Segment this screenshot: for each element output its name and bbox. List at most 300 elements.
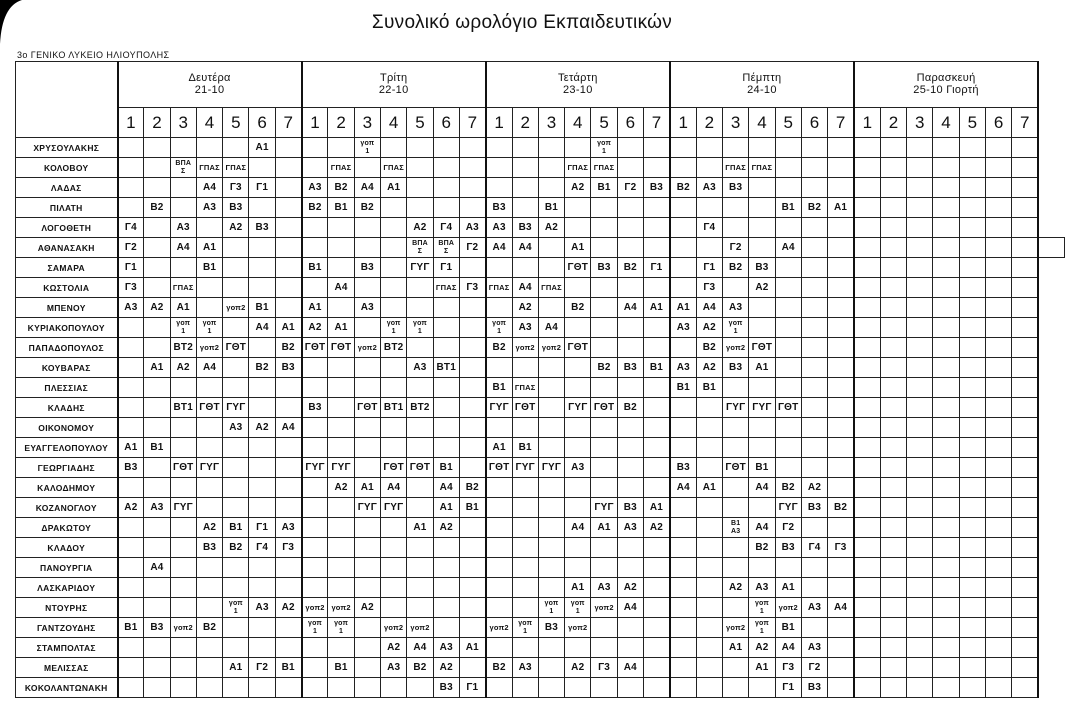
schedule-cell: [170, 198, 196, 218]
schedule-cell: [644, 138, 670, 158]
schedule-cell: [459, 158, 485, 178]
schedule-cell: Β1: [249, 298, 275, 318]
period-header: 6: [801, 108, 827, 138]
schedule-cell: [828, 218, 854, 238]
schedule-cell: [801, 458, 827, 478]
schedule-cell: γοπ2: [196, 338, 222, 358]
schedule-cell: Β3: [801, 498, 827, 518]
schedule-cell: [1038, 238, 1064, 258]
schedule-cell: [775, 318, 801, 338]
schedule-cell: [486, 158, 512, 178]
schedule-cell: [249, 478, 275, 498]
schedule-cell: [828, 338, 854, 358]
schedule-cell: Α2: [538, 218, 564, 238]
schedule-cell: ΓΠΑΣ: [486, 278, 512, 298]
schedule-cell: [933, 138, 959, 158]
schedule-cell: [1012, 338, 1038, 358]
schedule-cell: [670, 158, 696, 178]
schedule-cell: [144, 538, 170, 558]
cell-text: Β1 Α3: [730, 519, 741, 535]
schedule-cell: [275, 498, 301, 518]
schedule-cell: [749, 178, 775, 198]
teacher-row: [16, 498, 1065, 518]
schedule-cell: [854, 258, 880, 278]
schedule-cell: Α4: [696, 298, 722, 318]
teacher-name: ΚΩΣΤΟΛΙΑ: [16, 278, 118, 298]
schedule-cell: [433, 558, 459, 578]
schedule-cell: [880, 338, 906, 358]
schedule-cell: [223, 498, 249, 518]
schedule-cell: [854, 298, 880, 318]
schedule-cell: [959, 558, 985, 578]
schedule-cell: Β2: [722, 258, 748, 278]
schedule-cell: [907, 438, 933, 458]
cell-text: γοπ 1: [754, 599, 769, 615]
schedule-cell: [433, 578, 459, 598]
schedule-cell: [933, 418, 959, 438]
schedule-cell: [591, 338, 617, 358]
schedule-cell: [249, 378, 275, 398]
schedule-cell: [828, 398, 854, 418]
schedule-cell: [1012, 198, 1038, 218]
schedule-cell: [1012, 658, 1038, 678]
schedule-cell: [749, 438, 775, 458]
schedule-cell: [144, 638, 170, 658]
schedule-cell: [538, 538, 564, 558]
schedule-cell: [1012, 498, 1038, 518]
schedule-cell: [985, 198, 1011, 218]
teacher-row: [16, 478, 1065, 498]
schedule-cell: [854, 478, 880, 498]
schedule-cell: [933, 298, 959, 318]
schedule-cell: [223, 438, 249, 458]
schedule-cell: [801, 298, 827, 318]
schedule-cell: [328, 438, 354, 458]
schedule-cell: Α4: [249, 318, 275, 338]
cell-text: γοπ 1: [754, 619, 769, 635]
schedule-cell: [512, 178, 538, 198]
schedule-cell: [591, 278, 617, 298]
schedule-cell: [170, 678, 196, 698]
schedule-cell: [880, 638, 906, 658]
schedule-cell: [722, 678, 748, 698]
schedule-cell: [933, 438, 959, 458]
schedule-cell: [933, 658, 959, 678]
period-header: 3: [907, 108, 933, 138]
schedule-cell: [854, 438, 880, 458]
schedule-cell: [512, 418, 538, 438]
teacher-name: ΛΟΓΟΘΕΤΗ: [16, 218, 118, 238]
schedule-cell: [302, 138, 328, 158]
schedule-cell: [959, 438, 985, 458]
schedule-cell: [459, 518, 485, 538]
schedule-cell: [696, 678, 722, 698]
schedule-cell: [565, 558, 591, 578]
schedule-cell: [880, 558, 906, 578]
schedule-cell: Α3: [670, 358, 696, 378]
schedule-cell: [196, 638, 222, 658]
schedule-cell: [749, 498, 775, 518]
schedule-cell: [459, 198, 485, 218]
schedule-cell: [959, 618, 985, 638]
teacher-name: ΑΘΑΝΑΣΑΚΗ: [16, 238, 118, 258]
schedule-cell: [617, 278, 643, 298]
schedule-cell: Β2: [828, 498, 854, 518]
schedule-cell: Β2: [144, 198, 170, 218]
schedule-cell: Α4: [144, 558, 170, 578]
schedule-cell: Β3: [722, 178, 748, 198]
schedule-cell: [196, 598, 222, 618]
schedule-cell: [591, 478, 617, 498]
schedule-cell: [907, 658, 933, 678]
schedule-cell: Α3: [617, 518, 643, 538]
teacher-row: [16, 518, 1065, 538]
schedule-cell: [354, 318, 380, 338]
schedule-cell: [459, 598, 485, 618]
schedule-cell: Α3: [486, 218, 512, 238]
schedule-cell: Α3: [381, 658, 407, 678]
schedule-cell: [565, 358, 591, 378]
teacher-name: ΜΠΕΝΟΥ: [16, 298, 118, 318]
schedule-cell: [118, 418, 144, 438]
schedule-cell: [696, 618, 722, 638]
period-header: 2: [512, 108, 538, 138]
schedule-cell: [854, 538, 880, 558]
schedule-cell: [275, 678, 301, 698]
period-header: 5: [407, 108, 433, 138]
schedule-cell: [985, 578, 1011, 598]
schedule-cell: ΓΥΓ: [302, 458, 328, 478]
schedule-cell: [249, 238, 275, 258]
schedule-cell: [801, 558, 827, 578]
teacher-row: [16, 258, 1065, 278]
schedule-cell: Α4: [486, 238, 512, 258]
schedule-cell: Β2: [696, 338, 722, 358]
schedule-cell: [985, 378, 1011, 398]
schedule-cell: [302, 518, 328, 538]
cell-text: γοπ 1: [492, 319, 507, 335]
schedule-cell: [223, 238, 249, 258]
schedule-cell: [196, 678, 222, 698]
schedule-cell: [249, 678, 275, 698]
schedule-cell: ΓΠΑΣ: [196, 158, 222, 178]
schedule-cell: [565, 638, 591, 658]
schedule-cell: [749, 238, 775, 258]
schedule-cell: [275, 578, 301, 598]
schedule-cell: [933, 358, 959, 378]
schedule-cell: Α3: [459, 218, 485, 238]
schedule-cell: [170, 538, 196, 558]
schedule-cell: [170, 558, 196, 578]
schedule-cell: [880, 178, 906, 198]
schedule-cell: Β2: [196, 618, 222, 638]
schedule-cell: [354, 138, 380, 158]
schedule-cell: [644, 558, 670, 578]
schedule-cell: [459, 178, 485, 198]
teacher-name: ΕΥΑΓΓΕΛΟΠΟΥΛΟΥ: [16, 438, 118, 458]
schedule-cell: [801, 338, 827, 358]
schedule-cell: [670, 598, 696, 618]
schedule-cell: [644, 378, 670, 398]
schedule-cell: [749, 198, 775, 218]
schedule-cell: [170, 658, 196, 678]
schedule-cell: [907, 218, 933, 238]
cell-text: ΒΠΑ Σ: [438, 239, 455, 255]
schedule-cell: Α3: [249, 598, 275, 618]
period-header: 1: [302, 108, 328, 138]
schedule-cell: Α3: [801, 638, 827, 658]
schedule-cell: [591, 138, 617, 158]
schedule-cell: [1012, 298, 1038, 318]
schedule-cell: [801, 158, 827, 178]
schedule-cell: [144, 218, 170, 238]
schedule-cell: [985, 458, 1011, 478]
schedule-cell: [302, 278, 328, 298]
schedule-cell: [512, 538, 538, 558]
schedule-cell: [118, 138, 144, 158]
schedule-cell: [275, 438, 301, 458]
teacher-row: [16, 638, 1065, 658]
schedule-cell: [275, 218, 301, 238]
cell-text: γοπ 1: [228, 599, 243, 615]
schedule-cell: [433, 238, 459, 258]
schedule-cell: [328, 578, 354, 598]
schedule-cell: [722, 138, 748, 158]
schedule-cell: [407, 558, 433, 578]
schedule-cell: [512, 258, 538, 278]
schedule-cell: Γ1: [775, 678, 801, 698]
schedule-cell: [749, 418, 775, 438]
schedule-cell: [144, 478, 170, 498]
schedule-cell: [933, 178, 959, 198]
schedule-cell: [617, 678, 643, 698]
schedule-cell: Β2: [275, 338, 301, 358]
schedule-cell: [880, 518, 906, 538]
schedule-cell: ΓΘΤ: [407, 458, 433, 478]
schedule-cell: [565, 278, 591, 298]
schedule-cell: Α2: [249, 418, 275, 438]
schedule-cell: [249, 398, 275, 418]
schedule-cell: [144, 518, 170, 538]
schedule-cell: [433, 538, 459, 558]
schedule-cell: [459, 538, 485, 558]
schedule-cell: [118, 598, 144, 618]
schedule-cell: [144, 398, 170, 418]
day-name: Παρασκευή: [916, 72, 976, 84]
schedule-cell: [854, 338, 880, 358]
schedule-cell: [407, 278, 433, 298]
schedule-cell: [907, 238, 933, 258]
teacher-name: ΠΑΠΑΔΟΠΟΥΛΟΣ: [16, 338, 118, 358]
schedule-cell: γοπ2: [486, 618, 512, 638]
schedule-cell: [144, 238, 170, 258]
schedule-cell: [1012, 218, 1038, 238]
schedule-cell: Α4: [196, 358, 222, 378]
schedule-cell: [275, 198, 301, 218]
schedule-cell: [538, 638, 564, 658]
schedule-cell: [617, 438, 643, 458]
period-header: 6: [985, 108, 1011, 138]
schedule-cell: γοπ2: [328, 598, 354, 618]
schedule-cell: [196, 218, 222, 238]
schedule-cell: Β2: [617, 398, 643, 418]
schedule-cell: [328, 218, 354, 238]
schedule-cell: Β1: [223, 518, 249, 538]
schedule-cell: [959, 278, 985, 298]
schedule-cell: [828, 558, 854, 578]
schedule-cell: [118, 538, 144, 558]
period-header: 5: [959, 108, 985, 138]
schedule-cell: Β1: [275, 658, 301, 678]
schedule-cell: [381, 198, 407, 218]
schedule-cell: [538, 478, 564, 498]
schedule-cell: [907, 498, 933, 518]
schedule-cell: [696, 158, 722, 178]
schedule-cell: ΓΠΑΣ: [538, 278, 564, 298]
schedule-cell: [670, 218, 696, 238]
schedule-cell: [907, 258, 933, 278]
schedule-cell: Β3: [722, 358, 748, 378]
cell-text: γοπ 1: [728, 319, 743, 335]
schedule-cell: [118, 658, 144, 678]
schedule-cell: [722, 498, 748, 518]
schedule-cell: [880, 498, 906, 518]
schedule-cell: [985, 438, 1011, 458]
schedule-cell: Β1: [512, 438, 538, 458]
schedule-cell: Β2: [617, 258, 643, 278]
schedule-cell: [170, 158, 196, 178]
schedule-cell: Β1: [775, 198, 801, 218]
schedule-cell: [223, 278, 249, 298]
schedule-cell: [854, 498, 880, 518]
schedule-cell: [486, 678, 512, 698]
schedule-cell: [670, 638, 696, 658]
schedule-cell: [486, 498, 512, 518]
schedule-cell: [196, 578, 222, 598]
schedule-cell: [933, 678, 959, 698]
schedule-cell: [670, 538, 696, 558]
schedule-cell: [407, 498, 433, 518]
period-header: 6: [617, 108, 643, 138]
schedule-cell: [196, 138, 222, 158]
period-header: 7: [828, 108, 854, 138]
schedule-cell: [302, 158, 328, 178]
schedule-cell: [959, 158, 985, 178]
schedule-cell: [144, 378, 170, 398]
schedule-cell: Α4: [407, 638, 433, 658]
schedule-cell: [854, 618, 880, 638]
schedule-cell: [144, 338, 170, 358]
schedule-cell: [933, 338, 959, 358]
teacher-row: [16, 418, 1065, 438]
schedule-cell: Β3: [617, 498, 643, 518]
schedule-cell: [775, 138, 801, 158]
schedule-cell: [565, 538, 591, 558]
schedule-cell: [985, 218, 1011, 238]
schedule-cell: Α1: [328, 318, 354, 338]
schedule-cell: [933, 198, 959, 218]
schedule-cell: Α2: [144, 298, 170, 318]
schedule-cell: [985, 678, 1011, 698]
schedule-cell: [880, 578, 906, 598]
schedule-cell: [196, 558, 222, 578]
schedule-cell: [880, 318, 906, 338]
schedule-cell: Α1: [354, 478, 380, 498]
schedule-cell: Α3: [354, 298, 380, 318]
schedule-cell: [328, 398, 354, 418]
schedule-cell: [722, 278, 748, 298]
schedule-cell: Α1: [644, 498, 670, 518]
schedule-cell: [959, 378, 985, 398]
schedule-cell: ΓΠΑΣ: [328, 158, 354, 178]
schedule-cell: [354, 358, 380, 378]
schedule-cell: [959, 658, 985, 678]
schedule-cell: [459, 318, 485, 338]
schedule-cell: Β1: [302, 258, 328, 278]
schedule-cell: γοπ2: [407, 618, 433, 638]
schedule-cell: [854, 378, 880, 398]
cell-text: γοπ 1: [597, 139, 612, 155]
schedule-cell: [907, 578, 933, 598]
schedule-cell: [644, 438, 670, 458]
schedule-cell: Α3: [223, 418, 249, 438]
schedule-cell: [407, 198, 433, 218]
schedule-cell: [1012, 158, 1038, 178]
period-header: 1: [118, 108, 144, 138]
schedule-cell: Γ2: [722, 238, 748, 258]
schedule-cell: ΓΘΤ: [354, 398, 380, 418]
schedule-cell: [907, 678, 933, 698]
schedule-cell: [433, 378, 459, 398]
schedule-cell: [118, 578, 144, 598]
schedule-cell: Α4: [381, 478, 407, 498]
schedule-cell: Γ2: [249, 658, 275, 678]
schedule-cell: [775, 358, 801, 378]
schedule-cell: [959, 238, 985, 258]
schedule-cell: Α1: [670, 298, 696, 318]
schedule-cell: [801, 618, 827, 638]
schedule-cell: [328, 618, 354, 638]
schedule-cell: [223, 258, 249, 278]
teacher-name: ΔΡΑΚΩΤΟΥ: [16, 518, 118, 538]
schedule-cell: [328, 678, 354, 698]
schedule-cell: [854, 558, 880, 578]
schedule-cell: Α1: [749, 358, 775, 378]
schedule-cell: [907, 458, 933, 478]
schedule-cell: ΓΠΑΣ: [749, 158, 775, 178]
schedule-cell: Α3: [670, 318, 696, 338]
schedule-cell: Β1: [196, 258, 222, 278]
teacher-row: [16, 558, 1065, 578]
schedule-cell: [696, 418, 722, 438]
day-name: Τετάρτη: [557, 72, 598, 84]
schedule-cell: [433, 178, 459, 198]
schedule-cell: [722, 658, 748, 678]
schedule-cell: [512, 358, 538, 378]
schedule-cell: Β1: [328, 198, 354, 218]
schedule-cell: ΓΘΤ: [381, 458, 407, 478]
teacher-row: [16, 578, 1065, 598]
schedule-cell: [828, 458, 854, 478]
schedule-cell: Α2: [512, 298, 538, 318]
schedule-cell: [512, 598, 538, 618]
schedule-cell: Β2: [328, 178, 354, 198]
schedule-cell: [670, 238, 696, 258]
schedule-cell: [617, 158, 643, 178]
schedule-cell: [486, 358, 512, 378]
period-header: 5: [591, 108, 617, 138]
schedule-cell: [670, 258, 696, 278]
